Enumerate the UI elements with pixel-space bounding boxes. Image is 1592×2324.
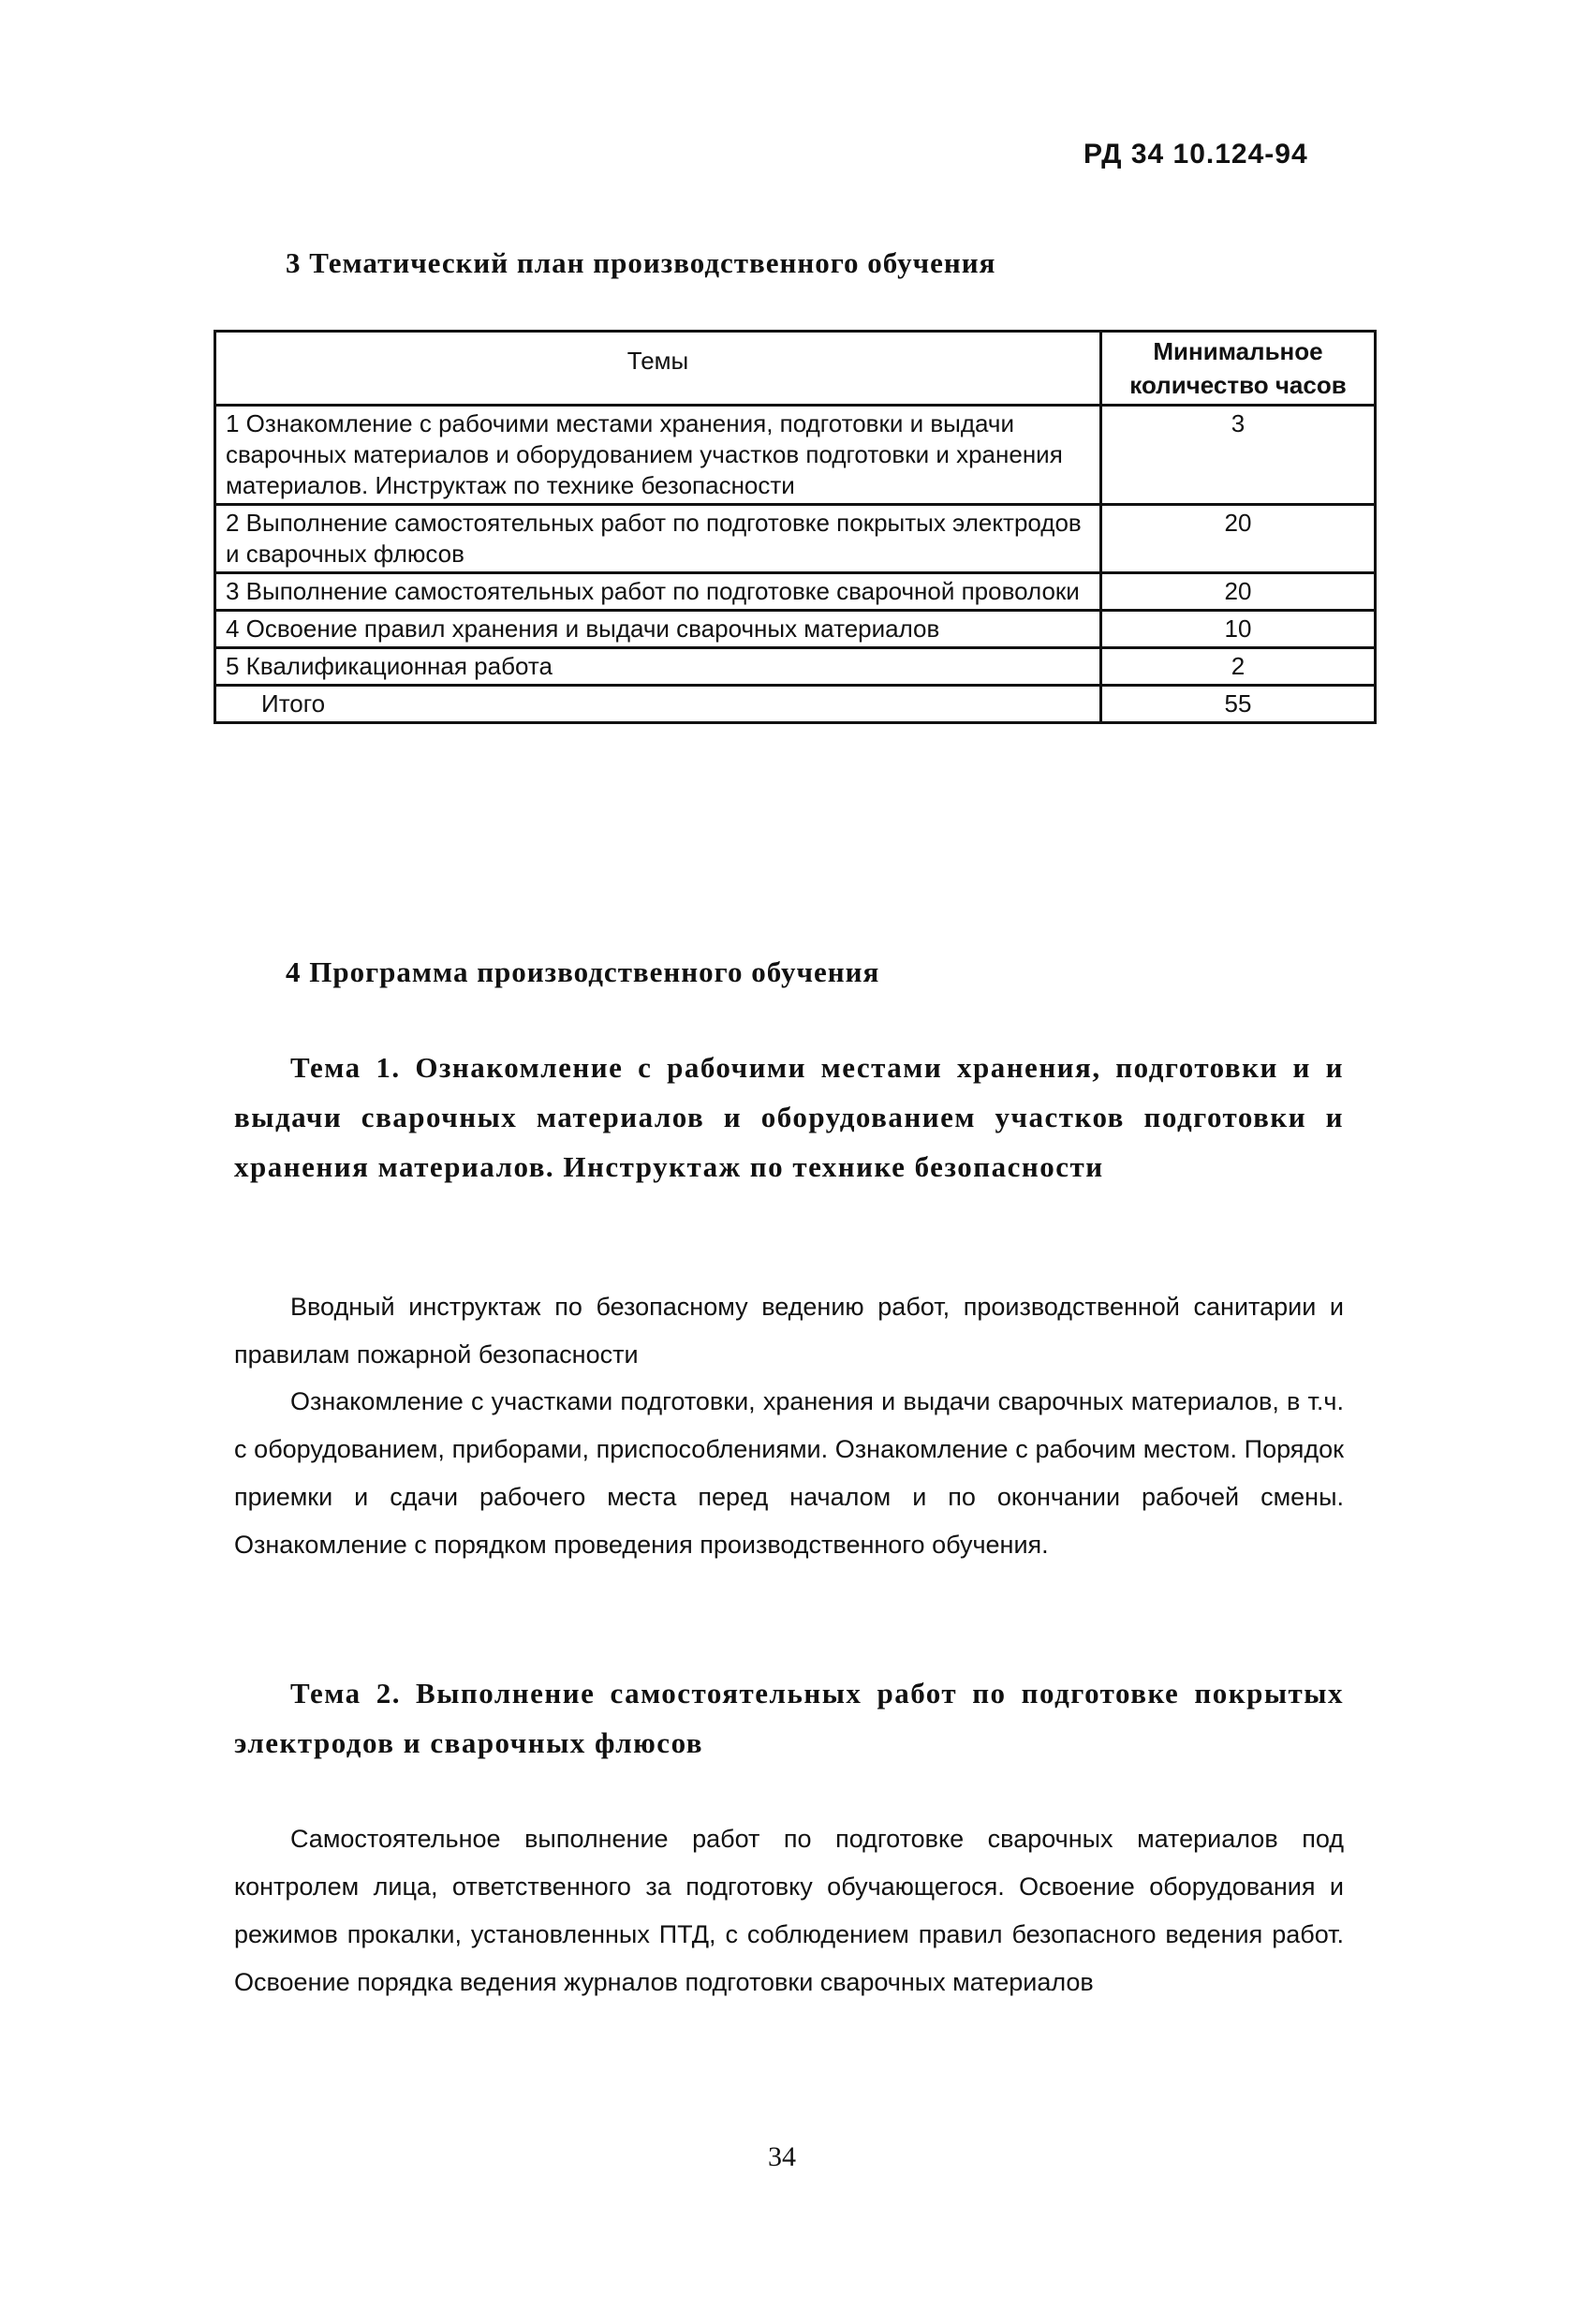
topic-2-heading bbox=[234, 1668, 1344, 1768]
table-row bbox=[215, 648, 1376, 686]
row-hours: 10 bbox=[1101, 611, 1376, 648]
section-4-heading: 4 Программа производственного обучения bbox=[286, 955, 880, 988]
table-total-row bbox=[215, 686, 1376, 723]
header-topics: Темы bbox=[215, 332, 1101, 406]
table-header-row bbox=[215, 332, 1376, 406]
section-3-heading: 3 Тематический план производственного обучения bbox=[286, 246, 996, 279]
row-hours: 2 bbox=[1101, 648, 1376, 686]
topic-1-paragraph: Ознакомление с участками подготовки, хранения и выдачи сварочных материалов, в т.ч. с оборудованием, приборами, приспособлениями. Ознакомление с рабочим местом. Порядок приемки и сдачи рабочего места перед началом и по окончании рабочей смены. Ознакомление с порядком проведения производственного обучения. bbox=[234, 1387, 1344, 1559]
topic-2-heading-text: Тема 2. Выполнение самостоятельных работ по подготовке покрытых электродов и сварочных флюсов bbox=[234, 1677, 1344, 1759]
row-topic: 4 Освоение правил хранения и выдачи сварочных материалов bbox=[215, 611, 1101, 648]
table-row bbox=[215, 505, 1376, 573]
table-row bbox=[215, 573, 1376, 611]
topic-1-heading-text: Тема 1. Ознакомление с рабочими местами хранения, подготовки и и выдачи сварочных материалов и оборудованием участков подготовки и хранения материалов. Инструктаж по технике безопасности bbox=[234, 1051, 1344, 1183]
header-hours: Минимальное количество часов bbox=[1101, 332, 1376, 406]
row-topic: 1 Ознакомление с рабочими местами хранения, подготовки и выдачи сварочных материалов и оборудованием участков подготовки и хранения материалов. Инструктаж по технике безопасности bbox=[215, 406, 1101, 505]
row-topic: 2 Выполнение самостоятельных работ по подготовке покрытых электродов и сварочных флюсов bbox=[215, 505, 1101, 573]
row-topic: 5 Квалификационная работа bbox=[215, 648, 1101, 686]
table-row bbox=[215, 611, 1376, 648]
page-number: 34 bbox=[768, 2141, 796, 2172]
row-topic: 3 Выполнение самостоятельных работ по подготовке сварочной проволоки bbox=[215, 573, 1101, 611]
total-label: Итого bbox=[215, 686, 1101, 723]
row-hours: 20 bbox=[1101, 505, 1376, 573]
thematic-plan-table bbox=[214, 330, 1377, 724]
row-hours: 20 bbox=[1101, 573, 1376, 611]
topic-1-paragraph: Вводный инструктаж по безопасному ведению работ, производственной санитарии и правилам пожарной безопасности bbox=[234, 1293, 1344, 1369]
row-hours: 3 bbox=[1101, 406, 1376, 505]
document-code: РД 34 10.124-94 bbox=[1083, 139, 1308, 170]
topic-2-paragraph: Самостоятельное выполнение работ по подготовке сварочных материалов под контролем лица, ответственного за подготовку обучающегося. Освоение оборудования и режимов прокалки, установленных ПТД, с соблюдением правил безопасного ведения работ. Освоение порядка ведения журналов подготовки сварочных материалов bbox=[234, 1825, 1344, 1996]
topic-1-heading bbox=[234, 1043, 1344, 1192]
table-row bbox=[215, 406, 1376, 505]
total-hours: 55 bbox=[1101, 686, 1376, 723]
